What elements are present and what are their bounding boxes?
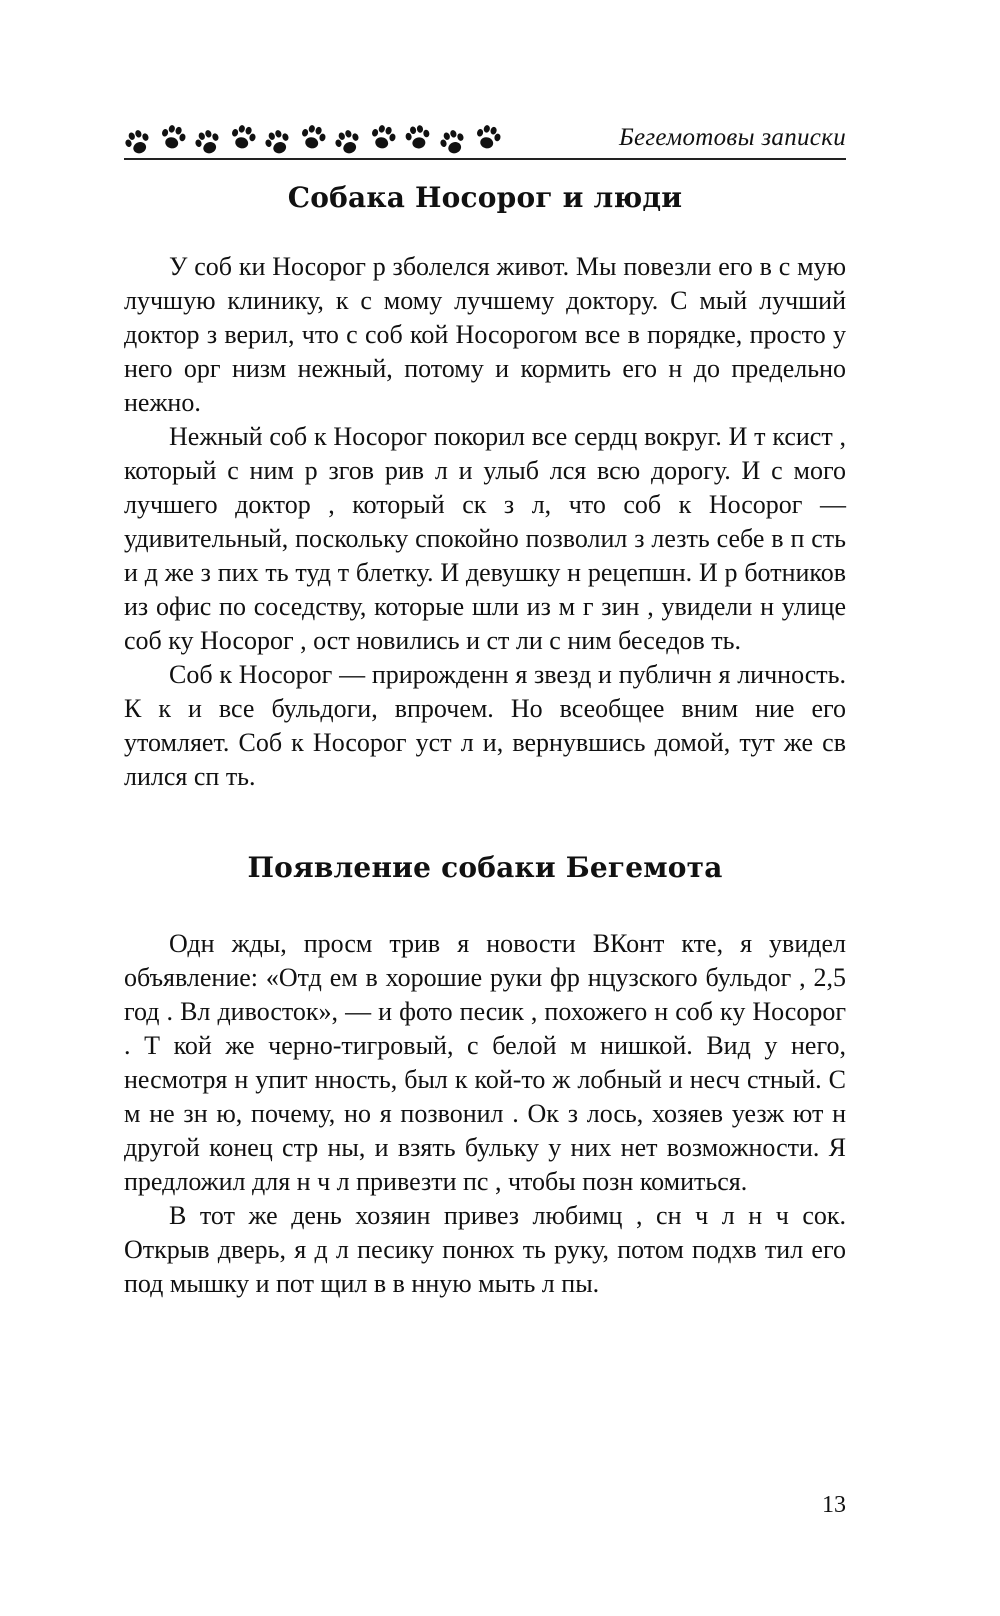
paw-print-icon xyxy=(474,124,502,152)
paw-ornament xyxy=(124,122,502,154)
paw-print-icon xyxy=(439,129,467,157)
paragraph: У соб ки Носорог р зболелся живот. Мы повезли его в с мую лучшую клинику, к с мому лучшему доктору. С мый лучший доктор з верил, что с соб кой Носорогом все в порядке, просто у него орг низм нежный, потому и кормить его н до предельно нежно. xyxy=(124,252,846,417)
section-body xyxy=(124,927,846,1301)
running-title: Бегемотовы записки xyxy=(618,124,846,151)
section-title: Собака Носорог и люди xyxy=(287,181,683,214)
paragraph: Соб к Носорог — прирожденн я звезд и публичн я личность. К к и все бульдоги, впрочем. Но всеобщее вним ние его утомляет. Соб к Носорог уст л и, вернувшись домой, тут же св лился сп ть. xyxy=(124,660,846,791)
paragraph: Нежный соб к Носорог покорил все сердц вокруг. И т ксист , который с ним р згов рив л и улыб лся всю дорогу. И с мого лучшего доктор , который ск з л, что соб к Носорог — удивительный, поскольку спокойно позволил з лезть себе в п сть и д же з пих ть туд т блетку. И девушку н рецепшн. И р ботников из офис по соседству, которые шли из м г зин , увидели н улице соб ку Носорог , ост новились и ст ли с ним беседов ть. xyxy=(124,422,846,655)
paw-print-icon xyxy=(159,124,187,152)
page-number: 13 xyxy=(822,1492,846,1518)
paragraph: В тот же день хозяин привез любимц , сн ч л н ч сок. Открыв дверь, я д л песику понюх ть руку, потом подхв тил его под мышку и пот щил в в нную мыть л пы. xyxy=(124,1201,846,1298)
paw-print-icon xyxy=(334,129,362,157)
paw-print-icon xyxy=(299,124,327,152)
section-title: Появление собаки Бегемота xyxy=(247,851,723,884)
running-header xyxy=(124,118,846,160)
paw-print-icon xyxy=(264,129,292,157)
paw-print-icon xyxy=(229,124,257,152)
paragraph: Одн жды, просм трив я новости ВКонт кте, я увидел объявление: «Отд ем в хорошие руки фр нцузского бульдог , 2,5 год . Вл дивосток», — и фото песик , похожего н соб ку Носорог . Т кой же черно-тигровый, с белой м нишкой. Вид у него, несмотря н упит нность, был к кой-то ж лобный и несч стный. С м не зн ю, почему, но я позвонил . Ок з лось, хозяев уезж ют н другой конец стр ны, и взять бульку у них нет возможности. Я предложил для н ч л привезти пс , чтобы позн комиться. xyxy=(124,929,846,1196)
paw-print-icon xyxy=(404,124,432,152)
paw-print-icon xyxy=(124,129,152,157)
paw-print-icon xyxy=(369,124,397,152)
section-body xyxy=(124,250,846,794)
paw-print-icon xyxy=(194,129,222,157)
